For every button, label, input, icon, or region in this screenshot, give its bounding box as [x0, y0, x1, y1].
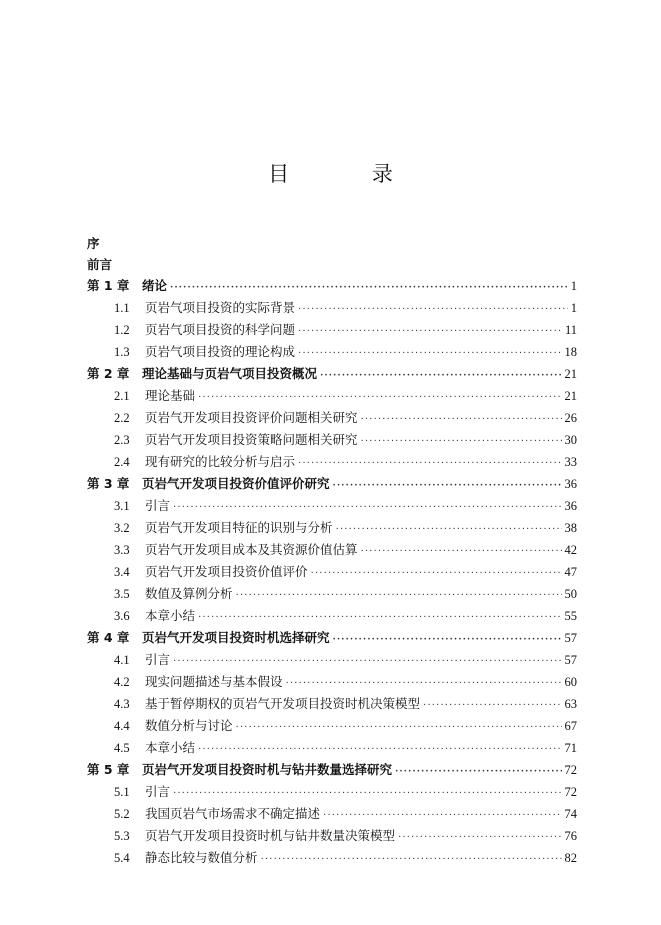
- toc-entry-page-number: 72: [564, 785, 577, 799]
- toc-entry-number: 2.1: [114, 389, 130, 403]
- toc-entry-number: 5.1: [114, 785, 130, 799]
- toc-entry-title: 页岩气开发项目投资时机与钻井数量选择研究: [142, 762, 393, 777]
- toc-entry-number: 5.3: [114, 829, 130, 843]
- toc-section-entry[interactable]: [87, 605, 577, 627]
- toc-entry-page-number: 36: [564, 477, 577, 491]
- toc-entry-title: 页岩气开发项目投资时机选择研究: [142, 630, 330, 645]
- toc-entry-title: 本章小结: [145, 608, 196, 623]
- toc-entry-title: 页岩气开发项目投资策略问题相关研究: [145, 432, 358, 447]
- toc-section-entry[interactable]: [87, 407, 577, 429]
- toc-entry-number: 3.2: [114, 521, 130, 535]
- toc-section-entry[interactable]: [87, 517, 577, 539]
- toc-entry-title: 数值分析与讨论: [145, 718, 233, 733]
- toc-entry-title: 页岩气开发项目成本及其资源价值估算: [145, 542, 358, 557]
- toc-entry-title: 本章小结: [145, 740, 196, 755]
- dot-leader: [198, 739, 561, 761]
- toc-section-entry[interactable]: [87, 539, 577, 561]
- toc-entry-page-number: 63: [564, 697, 577, 711]
- toc-entry-number: 1.3: [114, 345, 130, 359]
- dot-leader: [173, 651, 561, 673]
- toc-entry-title: 现有研究的比较分析与启示: [145, 454, 296, 469]
- toc-entry-page-number: 38: [564, 521, 577, 535]
- toc-entry-page-number: 47: [564, 565, 577, 579]
- toc-section-entry[interactable]: [87, 737, 577, 759]
- dot-leader: [198, 387, 561, 409]
- toc-section-entry[interactable]: [87, 495, 577, 517]
- toc-entry-number: 第 2 章: [87, 366, 130, 381]
- toc-entry-page-number: 21: [564, 367, 577, 381]
- toc-foreword[interactable]: 前言: [87, 257, 113, 272]
- toc-entry-title: 页岩气开发项目投资价值评价: [145, 564, 308, 579]
- toc-entry-page-number: 21: [564, 389, 577, 403]
- toc-entry-page-number: 55: [564, 609, 577, 623]
- toc-entry-page-number: 82: [564, 851, 577, 865]
- toc-entry-title: 页岩气开发项目投资时机与钻井数量决策模型: [145, 828, 396, 843]
- toc-entry-page-number: 11: [564, 323, 577, 337]
- toc-entry-title: 页岩气开发项目投资价值评价研究: [142, 476, 330, 491]
- toc-chapter-entry[interactable]: [87, 759, 577, 781]
- toc-section-entry[interactable]: [87, 649, 577, 671]
- toc-section-entry[interactable]: [87, 825, 577, 847]
- toc-section-entry[interactable]: [87, 693, 577, 715]
- dot-leader: [361, 541, 562, 563]
- toc-entry-number: 4.4: [114, 719, 130, 733]
- toc-entry-number: 2.2: [114, 411, 130, 425]
- toc-section-entry[interactable]: [87, 561, 577, 583]
- toc-preface[interactable]: 序: [87, 236, 100, 251]
- toc-entry-title: 页岩气开发项目特征的识别与分析: [145, 520, 333, 535]
- toc-entry-number: 4.2: [114, 675, 130, 689]
- dot-leader: [311, 563, 562, 585]
- toc-chapter-entry[interactable]: [87, 363, 577, 385]
- toc-entry-title: 理论基础与页岩气项目投资概况: [142, 366, 318, 381]
- dot-leader: [333, 475, 562, 497]
- toc-entry-page-number: 57: [564, 653, 577, 667]
- dot-leader: [298, 453, 561, 475]
- toc-entry-page-number: 67: [564, 719, 577, 733]
- toc-entry-number: 1.2: [114, 323, 130, 337]
- dot-leader: [170, 277, 568, 299]
- toc-entry-number: 2.4: [114, 455, 130, 469]
- dot-leader: [361, 409, 562, 431]
- dot-leader: [336, 519, 562, 541]
- toc-entry-page-number: 26: [564, 411, 577, 425]
- toc-entry-number: 3.5: [114, 587, 130, 601]
- toc-entry-title: 页岩气项目投资的科学问题: [145, 322, 296, 337]
- dot-leader: [261, 849, 562, 871]
- toc-section-entry[interactable]: [87, 803, 577, 825]
- toc-section-entry[interactable]: [87, 583, 577, 605]
- dot-leader: [320, 365, 561, 387]
- dot-leader: [423, 695, 561, 717]
- toc-entry-number: 3.4: [114, 565, 130, 579]
- toc-entry-number: 第 1 章: [87, 278, 130, 293]
- toc-section-entry[interactable]: [87, 847, 577, 869]
- toc-entry-number: 4.5: [114, 741, 130, 755]
- page-title: 目 录: [268, 162, 431, 186]
- dot-leader: [236, 585, 562, 607]
- toc-entry-number: 第 5 章: [87, 762, 130, 777]
- toc-entry-title: 基于暂停期权的页岩气开发项目投资时机决策模型: [145, 696, 421, 711]
- toc-entry-title: 理论基础: [145, 388, 196, 403]
- dot-leader: [361, 431, 562, 453]
- toc-entry-number: 5.2: [114, 807, 130, 821]
- toc-section-entry[interactable]: [87, 385, 577, 407]
- toc-entry-number: 4.1: [114, 653, 130, 667]
- dot-leader: [236, 717, 562, 739]
- dot-leader: [198, 607, 561, 629]
- toc-entry-title: 数值及算例分析: [145, 586, 233, 601]
- dot-leader: [395, 761, 561, 783]
- toc-chapter-entry[interactable]: [87, 473, 577, 495]
- toc-section-entry[interactable]: [87, 341, 577, 363]
- toc-entry-page-number: 33: [564, 455, 577, 469]
- table-of-contents: [87, 275, 577, 869]
- toc-entry-page-number: 42: [564, 543, 577, 557]
- toc-section-entry[interactable]: [87, 451, 577, 473]
- toc-entry-page-number: 57: [564, 631, 577, 645]
- toc-entry-page-number: 50: [564, 587, 577, 601]
- toc-entry-number: 3.1: [114, 499, 130, 513]
- toc-entry-page-number: 30: [564, 433, 577, 447]
- dot-leader: [286, 673, 562, 695]
- toc-entry-number: 5.4: [114, 851, 130, 865]
- toc-entry-page-number: 36: [564, 499, 577, 513]
- toc-entry-number: 1.1: [114, 301, 130, 315]
- toc-entry-title: 引言: [145, 652, 171, 667]
- toc-entry-title: 我国页岩气市场需求不确定描述: [145, 806, 321, 821]
- toc-section-entry[interactable]: [87, 671, 577, 693]
- toc-entry-page-number: 74: [564, 807, 577, 821]
- dot-leader: [323, 805, 561, 827]
- toc-entry-number: 3.6: [114, 609, 130, 623]
- toc-section-entry[interactable]: [87, 715, 577, 737]
- toc-entry-title: 页岩气项目投资的实际背景: [145, 300, 296, 315]
- toc-entry-page-number: 60: [564, 675, 577, 689]
- toc-entry-page-number: 76: [564, 829, 577, 843]
- toc-entry-title: 引言: [145, 784, 171, 799]
- toc-section-entry[interactable]: [87, 429, 577, 451]
- toc-section-entry[interactable]: [87, 297, 577, 319]
- dot-leader: [173, 497, 561, 519]
- toc-entry-page-number: 71: [564, 741, 577, 755]
- toc-entry-page-number: 1: [570, 301, 577, 315]
- toc-entry-number: 第 4 章: [87, 630, 130, 645]
- dot-leader: [173, 783, 561, 805]
- dot-leader: [298, 343, 561, 365]
- dot-leader: [298, 299, 568, 321]
- dot-leader: [298, 321, 562, 343]
- toc-section-entry[interactable]: [87, 781, 577, 803]
- toc-entry-title: 页岩气开发项目投资评价问题相关研究: [145, 410, 358, 425]
- toc-entry-number: 3.3: [114, 543, 130, 557]
- toc-entry-page-number: 18: [564, 345, 577, 359]
- toc-chapter-entry[interactable]: [87, 627, 577, 649]
- toc-entry-title: 现实问题描述与基本假设: [145, 674, 283, 689]
- dot-leader: [333, 629, 562, 651]
- toc-entry-number: 第 3 章: [87, 476, 130, 491]
- toc-chapter-entry[interactable]: [87, 275, 577, 297]
- toc-entry-title: 静态比较与数值分析: [145, 850, 258, 865]
- toc-entry-number: 4.3: [114, 697, 130, 711]
- toc-entry-number: 2.3: [114, 433, 130, 447]
- toc-entry-title: 页岩气项目投资的理论构成: [145, 344, 296, 359]
- dot-leader: [398, 827, 561, 849]
- toc-section-entry[interactable]: [87, 319, 577, 341]
- toc-entry-title: 绪论: [142, 278, 168, 293]
- toc-entry-title: 引言: [145, 498, 171, 513]
- toc-entry-page-number: 72: [564, 763, 577, 777]
- toc-entry-page-number: 1: [570, 279, 577, 293]
